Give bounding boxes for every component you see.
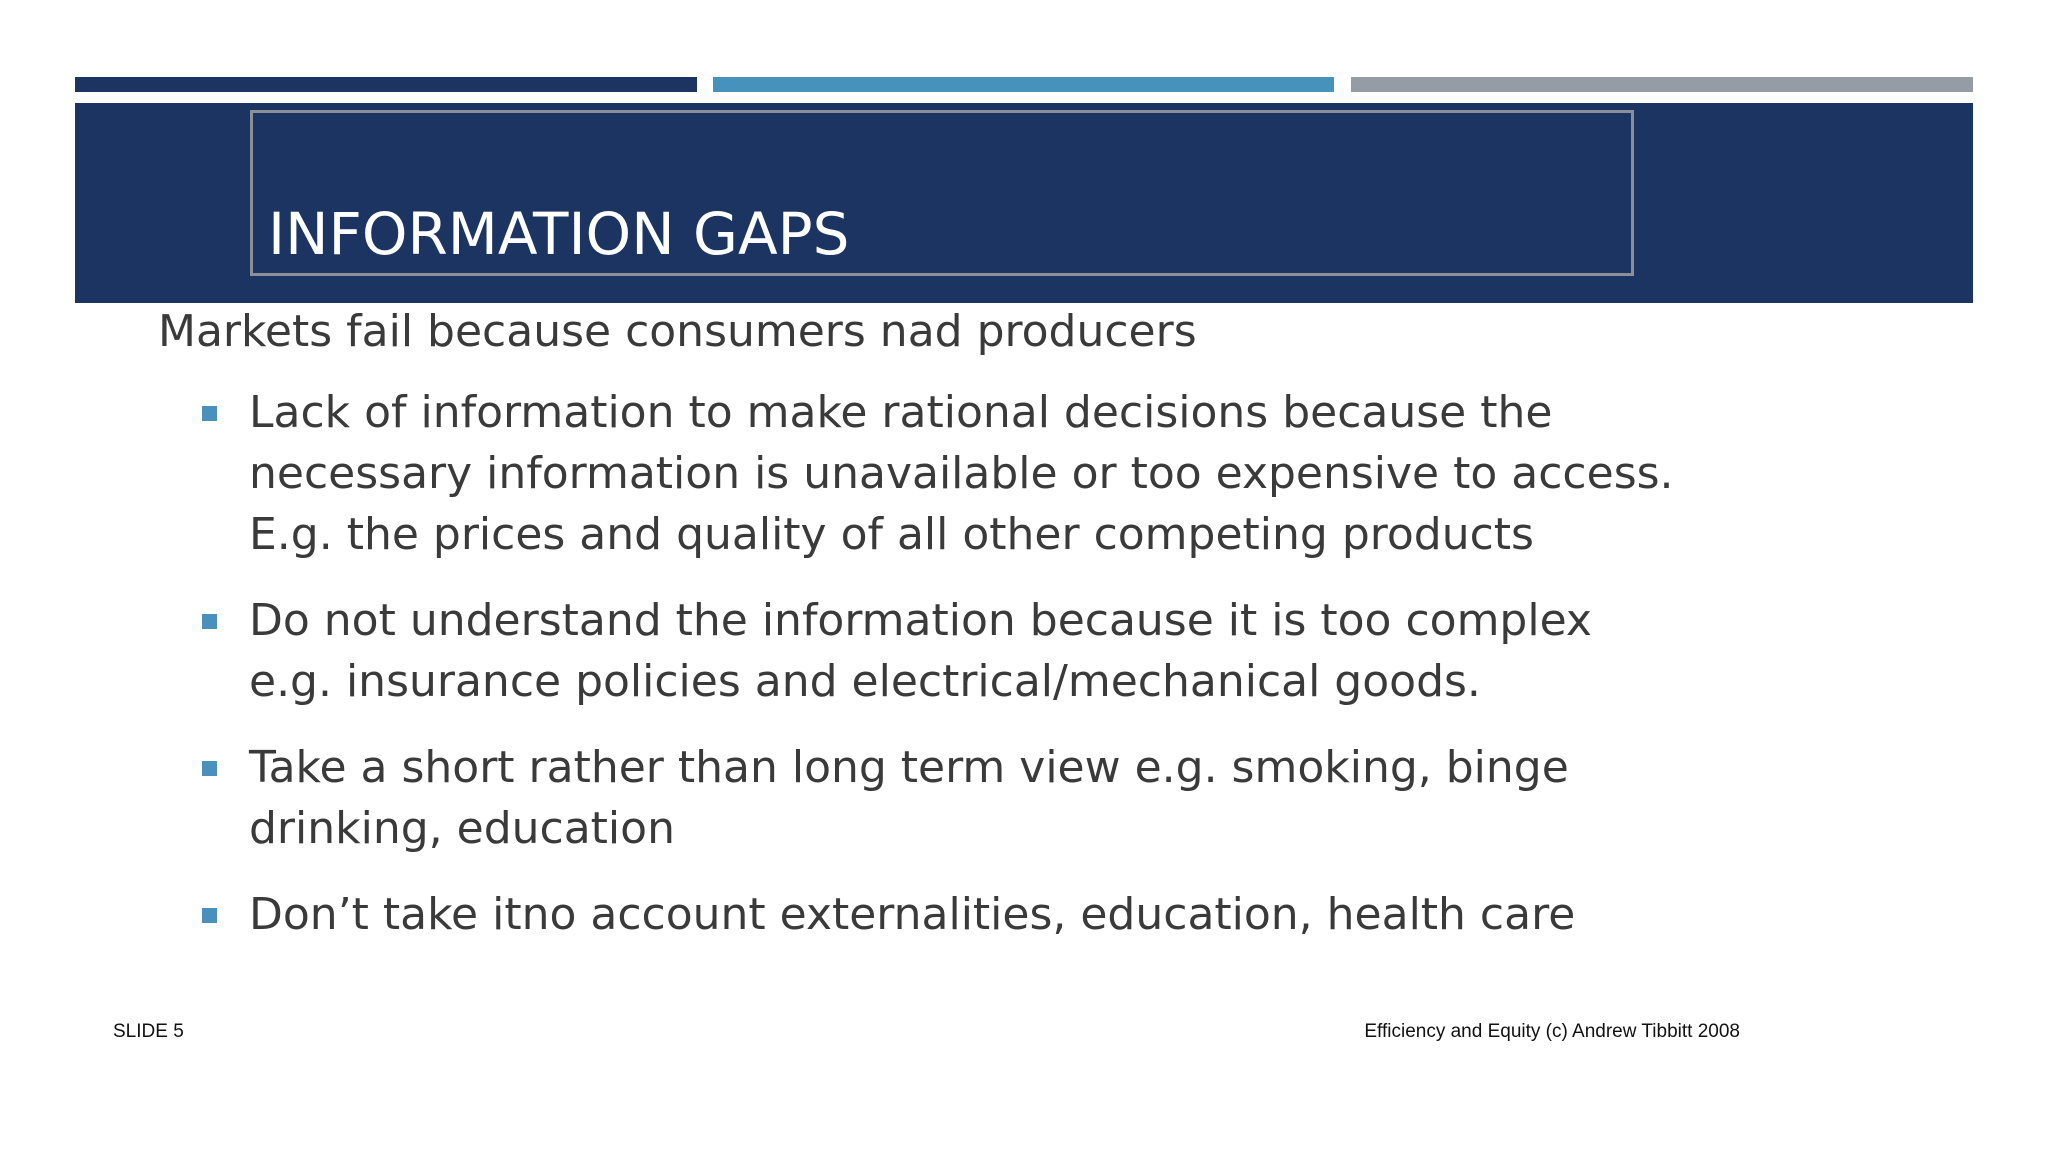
square-bullet-icon <box>202 614 217 629</box>
bullet-list <box>158 382 1718 945</box>
square-bullet-icon <box>202 406 217 421</box>
intro-text: Markets fail because consumers nad producers <box>158 306 1197 357</box>
accent-bar-gray <box>1351 77 1973 92</box>
square-bullet-icon <box>202 908 217 923</box>
bullet-item <box>158 590 1718 712</box>
bullet-item <box>158 884 1718 945</box>
accent-bar-navy <box>75 77 697 92</box>
slide-content <box>158 300 1718 970</box>
bullet-text: Do not understand the information because it is too complex e.g. insurance policies and electrical/mechanical goods. <box>249 595 1592 707</box>
slide-title: INFORMATION GAPS <box>268 200 850 268</box>
bullet-text: Don’t take itno account externalities, education, health care <box>249 889 1576 940</box>
bullet-text: Lack of information to make rational decisions because the necessary information is unavailable or too expensive to access. E.g. the prices and quality of all other competing products <box>249 387 1674 560</box>
square-bullet-icon <box>202 761 217 776</box>
bullet-item <box>158 737 1718 859</box>
footer-credit: Efficiency and Equity (c) Andrew Tibbitt 2008 <box>1364 1021 1740 1042</box>
accent-bar-blue <box>713 77 1334 92</box>
bullet-text: Take a short rather than long term view e.g. smoking, binge drinking, education <box>249 742 1569 854</box>
bullet-item <box>158 382 1718 565</box>
slide-number: SLIDE 5 <box>113 1021 184 1042</box>
